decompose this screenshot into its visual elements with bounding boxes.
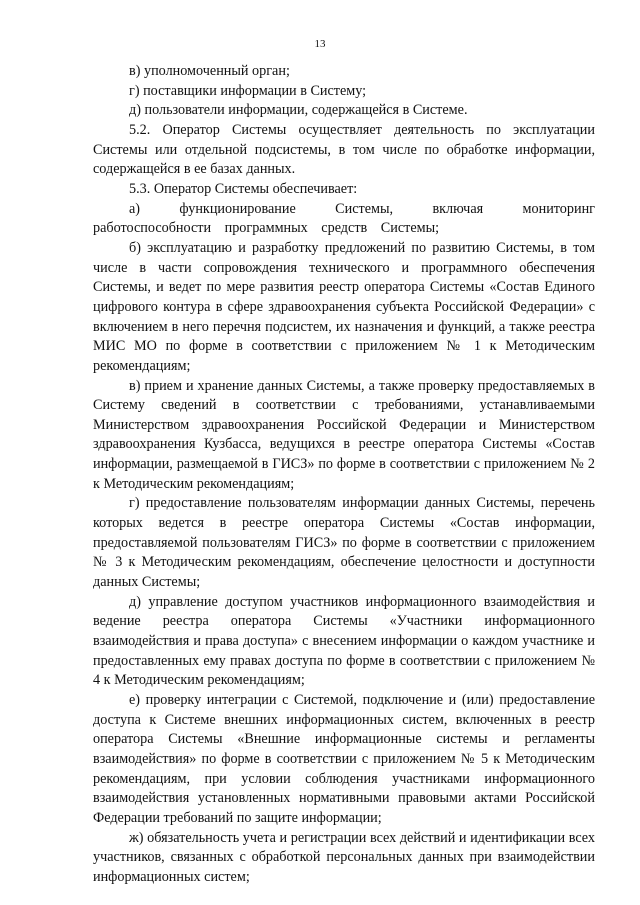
paragraph-5-3-d: д) управление доступом участников информационного взаимодействия и ведение реестра оператора Системы «Участники информационного взаимодействия и права доступа» с внесением информации о каждом участнике и предоставленных ему правах доступа по форме в соответствии с приложением № 4 к Методическим рекомендациям; <box>93 593 595 689</box>
paragraph-5-3-zh: ж) обязательность учета и регистрации всех действий и идентификации всех участников, связанных с обработкой персональных данных при взаимодействии информационных систем; <box>93 829 595 885</box>
paragraph-5-3-e: е) проверку интеграции с Системой, подключение и (или) предоставление доступа к Системе внешних информационных систем, включенных в реестр оператора Системы «Внешние информационные системы и регламенты взаимодействия» по форме в соответствии с приложением № 5 к Методическим рекомендациям, при условии соблюдения участниками информационного взаимодействия установленных нормативными правовыми актами Российской Федерации требований по защите информации; <box>93 692 595 826</box>
paragraph-d: д) пользователи информации, содержащейся в Системе. <box>129 102 468 119</box>
paragraph-5-2: 5.2. Оператор Системы осуществляет деятельность по эксплуатации Системы или отдельной подсистемы, в том числе по обработке информации, содержащейся в ее базах данных. <box>93 121 595 178</box>
paragraph-v: в) уполномоченный орган; <box>129 63 290 79</box>
paragraph-5-3-a: а) функционирование Системы, включая мониторинг работоспособности программных средств Системы; <box>93 200 595 237</box>
paragraph-5-3-g: г) предоставление пользователям информации данных Системы, перечень которых ведется в реестре оператора Системы «Состав информации, предоставляемой пользователям ГИСЗ» по форме в соответствии с приложением № 3 к Методическим рекомендациям, обеспечение целостности и доступности данных Системы; <box>93 495 595 591</box>
paragraph-5-3-b: б) эксплуатацию и разработку предложений по развитию Системы, в том числе в части сопровождения технического и программного обеспечения Системы, и ведет по мере развития реестр оператора Системы «Состав Единого цифрового контура в сфере здравоохранения субъекта Российской Федерации» с включением в него перечня подсистем, их назначения и функций, а также реестра МИС МО по форме в соответствии с приложением № 1 к Методическим рекомендациям; <box>93 239 595 374</box>
paragraph-5-3-v: в) прием и хранение данных Системы, а также проверку предоставляемых в Систему сведений в соответствии с требованиями, устанавливаемыми Министерством здравоохранения Российской Федерации и Министерством здравоохранения Кузбасса, ведущихся в реестре оператора Системы «Состав информации, размещаемой в ГИСЗ» по форме в соответствии с приложением № 2 к Методическим рекомендациям; <box>93 377 595 492</box>
paragraph-g: г) поставщики информации в Систему; <box>129 82 367 99</box>
document-body <box>93 62 595 888</box>
paragraph-5-3: 5.3. Оператор Системы обеспечивает: <box>129 180 358 197</box>
page-number: 13 <box>314 38 326 50</box>
